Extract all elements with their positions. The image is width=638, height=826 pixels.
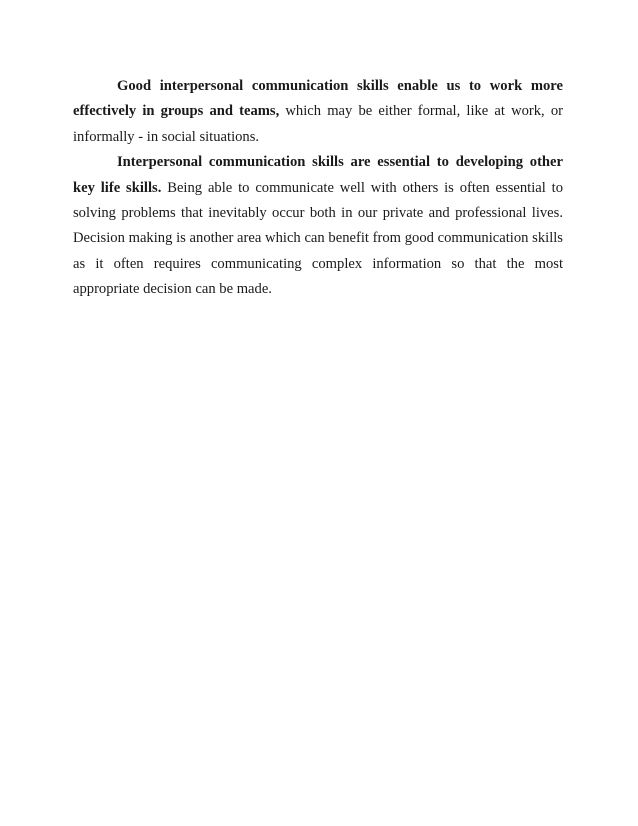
- paragraph-2: [73, 150, 563, 302]
- paragraph-2-bold-lead: Interpersonal communication skills are essential to developing other key life skills.: [73, 154, 563, 196]
- document-body: [73, 74, 563, 303]
- paragraph-1-bold-lead: Good interpersonal communication skills enable us to work more effectively in groups and teams,: [73, 78, 563, 120]
- paragraph-1-body-text: which may be either formal, like at work, or informally - in social situations.: [73, 103, 563, 145]
- paragraph-2-body-text: Being able to communicate well with others is often essential to solving problems that inevitably occur both in our private and professional lives. Decision making is another area which can benefit from good communication skills as it often requires communicating complex information so that the most appropriate decision can be made.: [73, 179, 564, 298]
- paragraph-1: [73, 74, 563, 150]
